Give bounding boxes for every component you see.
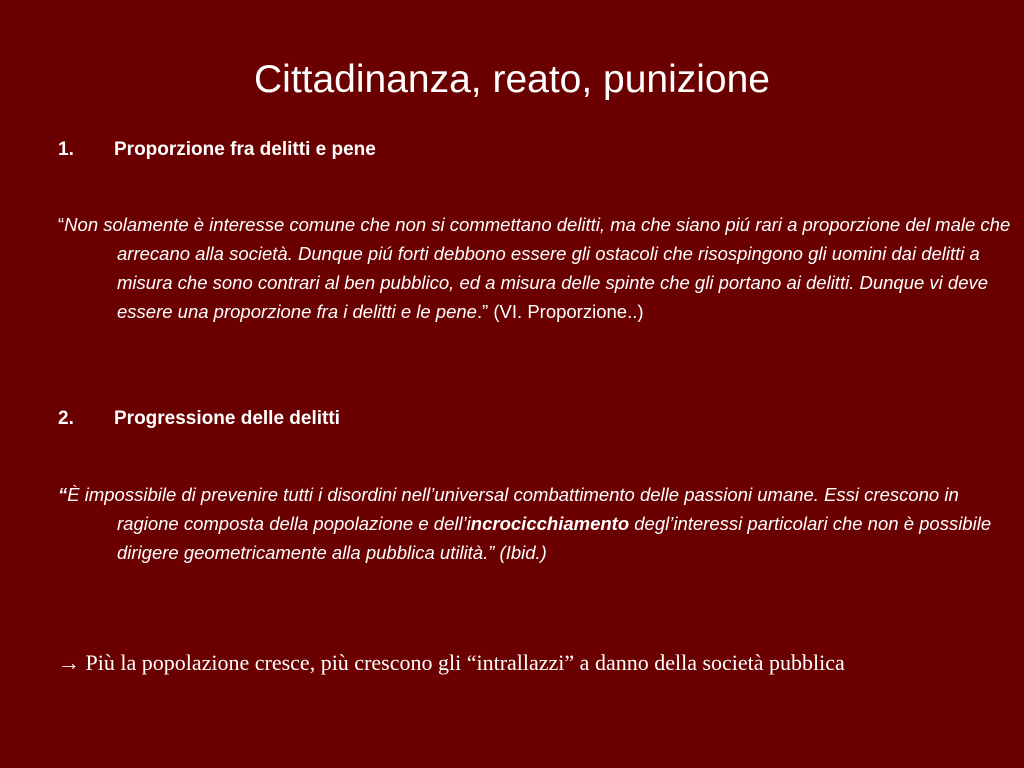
conclusion-text: Più la popolazione cresce, più crescono gli “intrallazzi” a danno della società pubblica bbox=[80, 650, 845, 675]
quote-2-open-mark: “ bbox=[58, 484, 68, 505]
quote-2-text-b: degl’interessi particolari che non è possibile dirigere geometricamente alla pubblica utilità.” (Ibid.) bbox=[117, 513, 992, 563]
quote-2 bbox=[58, 480, 1017, 567]
list-item-2-number: 2. bbox=[58, 408, 74, 429]
quote-1-source: .” (VI. Proporzione..) bbox=[476, 301, 644, 322]
arrow-icon: → bbox=[58, 650, 80, 675]
quote-1-text: Non solamente è interesse comune che non si commettano delitti, ma che siano piú rari a proporzione del male che arrecano alla società. Dunque piú forti debbono essere gli ostacoli che risospingono gli uomini dai delitti a misura che sono contrari al ben pubblico, ed a misura delle spinte che gli portano ai delitti. Dunque vi deve essere una proporzione fra i delitti e le pene bbox=[64, 214, 1011, 322]
quote-2-text-a: È impossibile di prevenire tutti i disordini nell’universal combattimento delle passioni umane. Essi crescono in ragione composta della popolazione e dell’i bbox=[67, 484, 959, 534]
list-item-2-heading bbox=[58, 406, 340, 432]
slide-title: Cittadinanza, reato, punizione bbox=[253, 58, 770, 101]
list-item-1-text: Proporzione fra delitti e pene bbox=[114, 139, 376, 160]
conclusion bbox=[58, 647, 1017, 678]
list-item-2-text: Progressione delle delitti bbox=[114, 408, 340, 429]
list-item-1-heading bbox=[58, 137, 376, 163]
quote-1 bbox=[58, 210, 1017, 326]
quote-2-bold-word: ncrocicchiamento bbox=[470, 513, 630, 534]
list-item-1-number: 1. bbox=[58, 139, 74, 160]
quote-1-open-mark: “ bbox=[58, 214, 65, 235]
